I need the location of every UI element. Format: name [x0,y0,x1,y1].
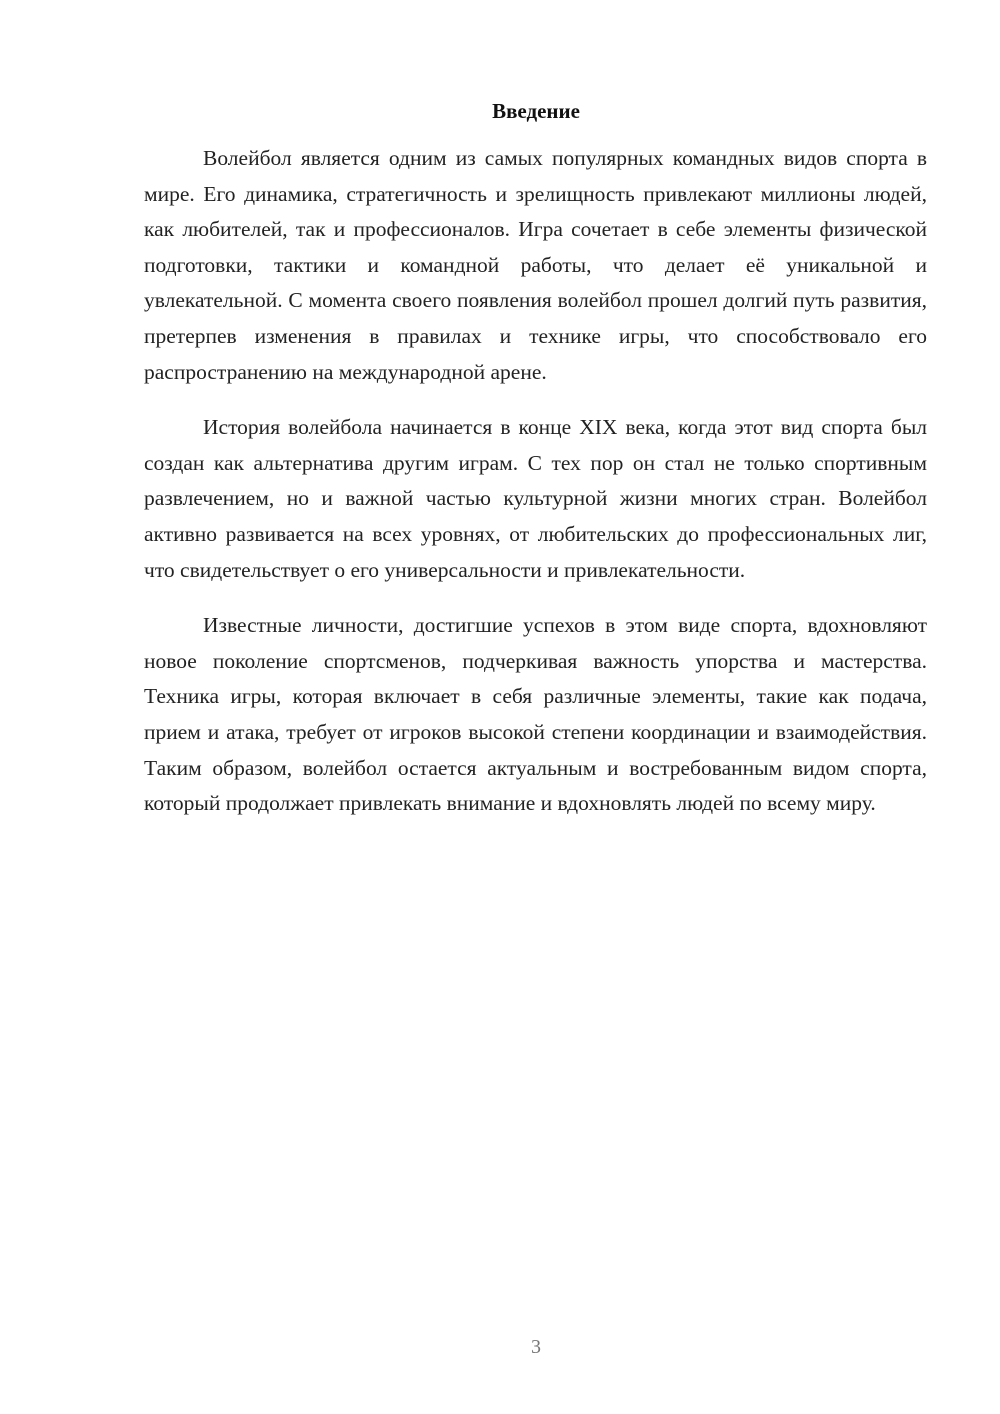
section-heading: Введение [492,99,580,123]
paragraph-intro: Волейбол является одним из самых популярных командных видов спорта в мире. Его динамика, стратегичность и зрелищность привлекают миллионы людей, как любителей, так и профессионалов. Игра сочетает в себе элементы физической подготовки, тактики и командной работы, что делает её уникальной и увлекательной. С момента своего появления волейбол прошел долгий путь развития, претерпев изменения в правилах и технике игры, что способствовало его распространению на международной арене. [144,146,927,384]
paragraph-history: История волейбола начинается в конце XIX века, когда этот вид спорта был создан как альтернатива другим играм. С тех пор он стал не только спортивным развлечением, но и важной частью культурной жизни многих стран. Волейбол активно развивается на всех уровнях, от любительских до профессиональных лиг, что свидетельствует о его универсальности и привлекательности. [144,415,927,582]
page-number: 3 [531,1336,541,1358]
body-text [144,141,927,842]
paragraph-personalities: Известные личности, достигшие успехов в этом виде спорта, вдохновляют новое поколение спортсменов, подчеркивая важность упорства и мастерства. Техника игры, которая включает в себя различные элементы, такие как подача, прием и атака, требует от игроков высокой степени координации и взаимодействия. Таким образом, волейбол остается актуальным и востребованным видом спорта, который продолжает привлекать внимание и вдохновлять людей по всему миру. [144,613,927,816]
